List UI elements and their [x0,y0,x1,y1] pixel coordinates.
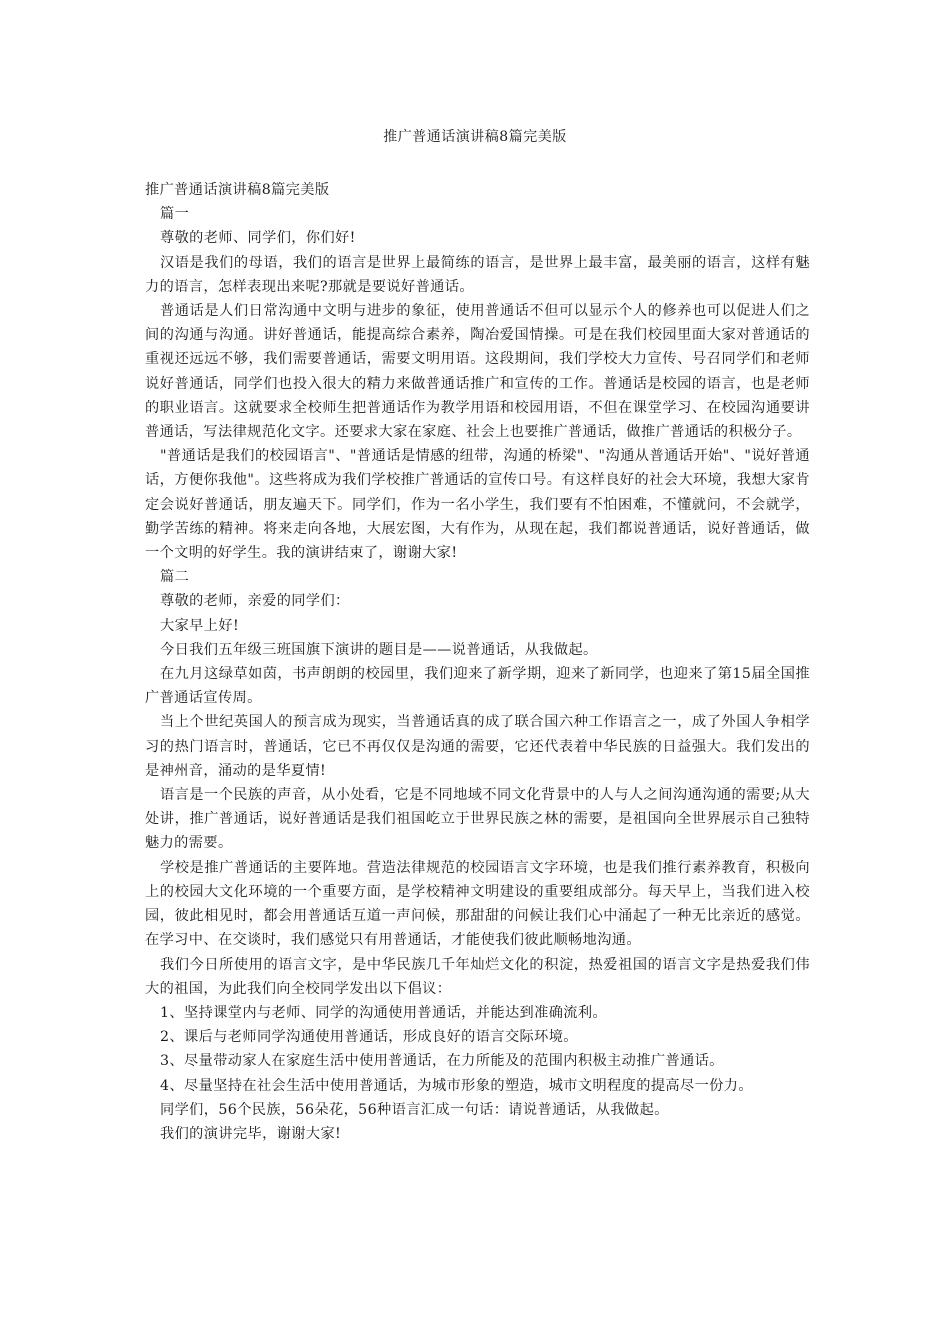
paragraph: 尊敬的老师、同学们，你们好! [160,230,356,247]
paragraph: 同学们，56个民族，56朵花，56种语言汇成一句话：请说普通话，从我做起。 [160,1101,669,1118]
section-label-1: 篇一 [160,206,190,223]
list-item: 1、坚持课堂内与老师、同学的沟通使用普通话，并能达到准确流利。 [160,1004,608,1021]
body-heading: 推广普通话演讲稿8篇完美版 [145,182,330,198]
paragraph: "普通话是我们的校园语言"、"普通话是情感的纽带，沟通的桥梁"、"沟通从普通话开始"、"说好普通话，方便你我他"。这些将成为我们学校推广普通话的宣传口号。有这样良好的社会大环境，我想大家肯定会说好普通话，朋友遍天下。同学们，作为一名小学生，我们要有不怕困难，不懂就问，不会就学，勤学苦练的精神。将来走向各地，大展宏图，大有作为，从现在起，我们都说普通话，说好普通话，做一个文明的好学生。我的演讲结束了，谢谢大家! [145,448,810,562]
list-item: 2、课后与老师同学沟通使用普通话，形成良好的语言交际环境。 [160,1029,578,1046]
paragraph: 当上个世纪英国人的预言成为现实，当普通话真的成了联合国六种工作语言之一，成了外国人争相学习的热门语言时，普通话，它已不再仅仅是沟通的需要，它还代表着中华民族的日益强大。我们发出的是神州音，涌动的是华夏情! [145,714,810,779]
section-label-2: 篇二 [160,569,190,586]
paragraph: 普通话是人们日常沟通中文明与进步的象征，使用普通话不但可以显示个人的修养也可以促进人们之间的沟通与沟通。讲好普通话，能提高综合素养，陶冶爱国情操。可是在我们校园里面大家对普通话的重视还远远不够，我们需要普通话，需要文明用语。这段期间，我们学校大力宣传、号召同学们和老师说好普通话，同学们也投入很大的精力来做普通话推广和宣传的工作。普通话是校园的语言，也是老师的职业语言。这就要求全校师生把普通话作为教学用语和校园用语，不但在课堂学习、在校园沟通要讲普通话，写法律规范化文字。还要求大家在家庭、社会上也要推广普通话，做推广普通话的积极分子。 [145,303,810,441]
list-item: 3、尽量带动家人在家庭生活中使用普通话，在力所能及的范围内积极主动推广普通话。 [160,1053,724,1070]
closing-line: 我们的演讲完毕，谢谢大家! [160,1125,342,1142]
paragraph: 尊敬的老师，亲爱的同学们： [160,593,350,610]
document-body [145,178,810,1146]
list-item: 4、尽量坚持在社会生活中使用普通话，为城市形象的塑造，城市文明程度的提高尽一份力。 [160,1077,753,1094]
paragraph: 在九月这绿草如茵，书声朗朗的校园里，我们迎来了新学期，迎来了新同学，也迎来了第15届全国推广普通话宣传周。 [145,666,810,707]
paragraph: 汉语是我们的母语，我们的语言是世界上最简练的语言，是世界上最丰富，最美丽的语言，这样有魅力的语言，怎样表现出来呢?那就是要说好普通话。 [145,254,810,295]
paragraph: 我们今日所使用的语言文字，是中华民族几千年灿烂文化的积淀，热爱祖国的语言文字是热爱我们伟大的祖国，为此我们向全校同学发出以下倡议： [145,956,810,997]
paragraph: 大家早上好! [160,617,240,634]
document-title: 推广普通话演讲稿8篇完美版 [383,129,567,145]
paragraph: 语言是一个民族的声音，从小处看，它是不同地域不同文化背景中的人与人之间沟通沟通的需要;从大处讲，推广普通话，说好普通话是我们祖国屹立于世界民族之林的需要，是祖国向全世界展示自己独特魅力的需要。 [145,787,810,852]
paragraph: 今日我们五年级三班国旗下演讲的题目是——说普通话，从我做起。 [160,641,598,658]
paragraph: 学校是推广普通话的主要阵地。营造法律规范的校园语言文字环境，也是我们推行素养教育，积极向上的校园大文化环境的一个重要方面，是学校精神文明建设的重要组成部分。每天早上，当我们进入校园，彼此相见时，都会用普通话互道一声问候，那甜甜的问候让我们心中涌起了一种无比亲近的感觉。在学习中、在交谈时，我们感觉只有用普通话，才能使我们彼此顺畅地沟通。 [145,859,810,949]
